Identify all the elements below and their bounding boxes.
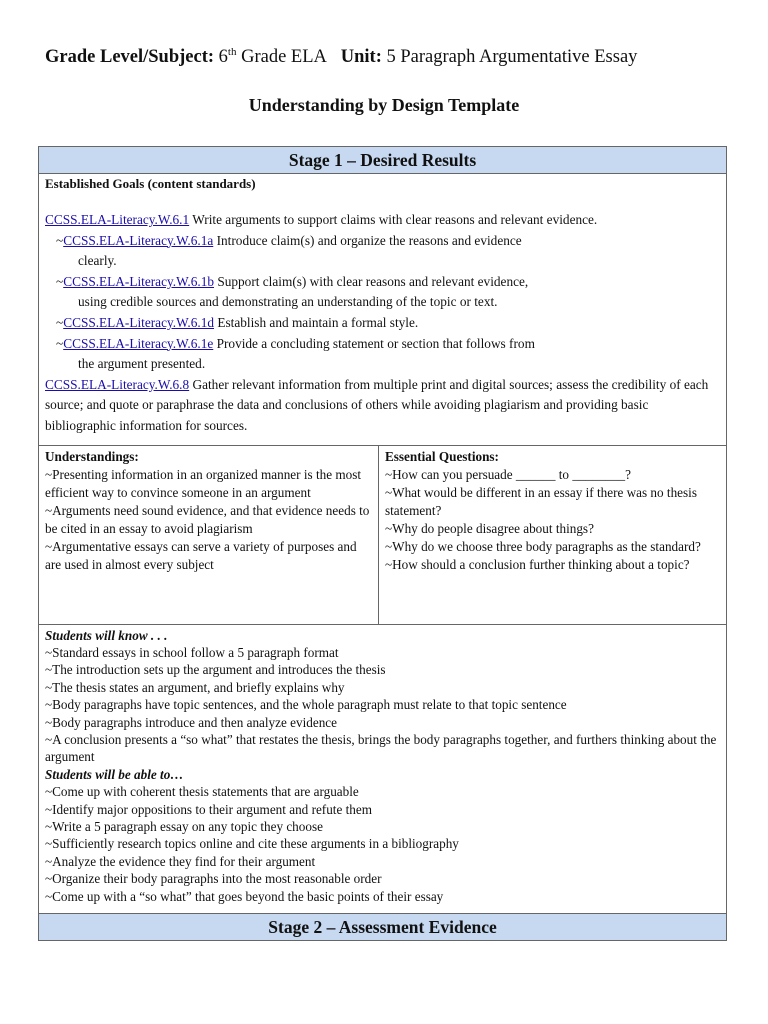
stage1-header: Stage 1 – Desired Results <box>39 147 727 174</box>
understandings-cell <box>39 445 379 624</box>
standard-link[interactable]: CCSS.ELA-Literacy.W.6.1a <box>63 232 214 248</box>
unit-value: 5 Paragraph Argumentative Essay <box>386 47 638 68</box>
question-item: ~How should a conclusion further thinking about a topic? <box>385 556 690 572</box>
know-item: ~The introduction sets up the argument and introduces the thesis <box>45 662 386 678</box>
standard-item <box>45 231 720 272</box>
stage2-header: Stage 2 – Assessment Evidence <box>39 914 727 941</box>
question-item: ~How can you persuade ______ to ________? <box>385 466 631 482</box>
standard-text: Write arguments to support claims with clear reasons and relevant evidence. <box>192 212 598 227</box>
standard-item <box>45 334 720 375</box>
students-know-label: Students will know . . . <box>45 627 168 643</box>
know-item: ~Body paragraphs have topic sentences, and the whole paragraph must relate to that topic sentence <box>45 697 567 713</box>
able-item: ~Organize their body paragraphs into the most reasonable order <box>45 871 382 887</box>
standard-prefix: ~ <box>56 314 64 330</box>
standard-prefix: ~ <box>56 273 64 289</box>
grade-level-label: Grade Level/Subject: <box>45 47 215 68</box>
goals-label: Established Goals (content standards) <box>45 176 256 191</box>
understanding-item: ~Presenting information in an organized manner is the most efficient way to convince someone in an argument <box>45 466 361 500</box>
standards-list <box>45 210 720 437</box>
essential-questions-cell <box>379 445 727 624</box>
standard-text: Gather relevant information from multiple print and digital sources; assess the credibility of each source; and quote or paraphrase the data and conclusions of others while avoiding plagiarism and providing basic bibliographic information for sources. <box>45 376 709 433</box>
essential-questions-label: Essential Questions: <box>385 448 499 464</box>
document-header <box>45 46 637 68</box>
standard-item <box>45 313 720 334</box>
able-item: ~Identify major oppositions to their argument and refute them <box>45 801 372 817</box>
know-item: ~The thesis states an argument, and briefly explains why <box>45 679 345 695</box>
standard-link[interactable]: CCSS.ELA-Literacy.W.6.1e <box>63 335 214 351</box>
question-item: ~What would be different in an essay if there was no thesis statement? <box>385 484 697 518</box>
standard-continuation: clearly. <box>78 253 117 269</box>
standard-text: Provide a concluding statement or section that follows from <box>216 335 535 351</box>
ubd-table <box>38 146 727 941</box>
unit-label: Unit: <box>340 47 382 68</box>
able-item: ~Come up with coherent thesis statements that are arguable <box>45 784 359 800</box>
standard-item <box>45 375 720 437</box>
standard-text: Introduce claim(s) and organize the reasons and evidence <box>216 232 522 248</box>
standard-text: Support claim(s) with clear reasons and relevant evidence, <box>217 273 529 289</box>
standard-continuation: the argument presented. <box>78 356 206 372</box>
know-item: ~A conclusion presents a “so what” that restates the thesis, brings the body paragraphs together, and furthers thinking about the argument <box>45 731 717 765</box>
standard-item <box>45 210 720 231</box>
standard-prefix: ~ <box>56 232 64 248</box>
understanding-item: ~Argumentative essays can serve a variety of purposes and are used in almost every subject <box>45 538 357 572</box>
know-item: ~Standard essays in school follow a 5 paragraph format <box>45 644 339 660</box>
students-know-cell <box>39 624 727 914</box>
understanding-item: ~Arguments need sound evidence, and that evidence needs to be cited in an essay to avoid plagiarism <box>45 502 370 536</box>
template-title: Understanding by Design Template <box>248 95 520 115</box>
established-goals-cell <box>39 174 727 446</box>
standard-text: Establish and maintain a formal style. <box>217 314 419 330</box>
know-item: ~Body paragraphs introduce and then analyze evidence <box>45 714 338 730</box>
able-item: ~Write a 5 paragraph essay on any topic they choose <box>45 819 323 834</box>
standard-link[interactable]: CCSS.ELA-Literacy.W.6.8 <box>45 376 190 392</box>
standard-link[interactable]: CCSS.ELA-Literacy.W.6.1d <box>63 314 215 330</box>
grade-subject: Grade ELA <box>241 47 327 68</box>
question-item: ~Why do people disagree about things? <box>385 520 594 536</box>
able-item: ~Come up with a “so what” that goes beyond the basic points of their essay <box>45 888 444 904</box>
able-item: ~Analyze the evidence they find for their argument <box>45 853 316 869</box>
understandings-label: Understandings: <box>45 448 139 464</box>
standard-item <box>45 272 720 313</box>
standard-prefix: ~ <box>56 335 64 351</box>
standard-link[interactable]: CCSS.ELA-Literacy.W.6.1 <box>45 212 190 227</box>
grade-suffix: th <box>227 46 237 58</box>
able-item: ~Sufficiently research topics online and cite these arguments in a bibliography <box>45 836 459 852</box>
question-item: ~Why do we choose three body paragraphs as the standard? <box>385 538 701 554</box>
standard-link[interactable]: CCSS.ELA-Literacy.W.6.1b <box>63 273 215 289</box>
grade-number: 6 <box>218 47 228 68</box>
standard-continuation: using credible sources and demonstrating an understanding of the topic or text. <box>78 294 498 310</box>
students-able-label: Students will be able to… <box>45 766 184 782</box>
